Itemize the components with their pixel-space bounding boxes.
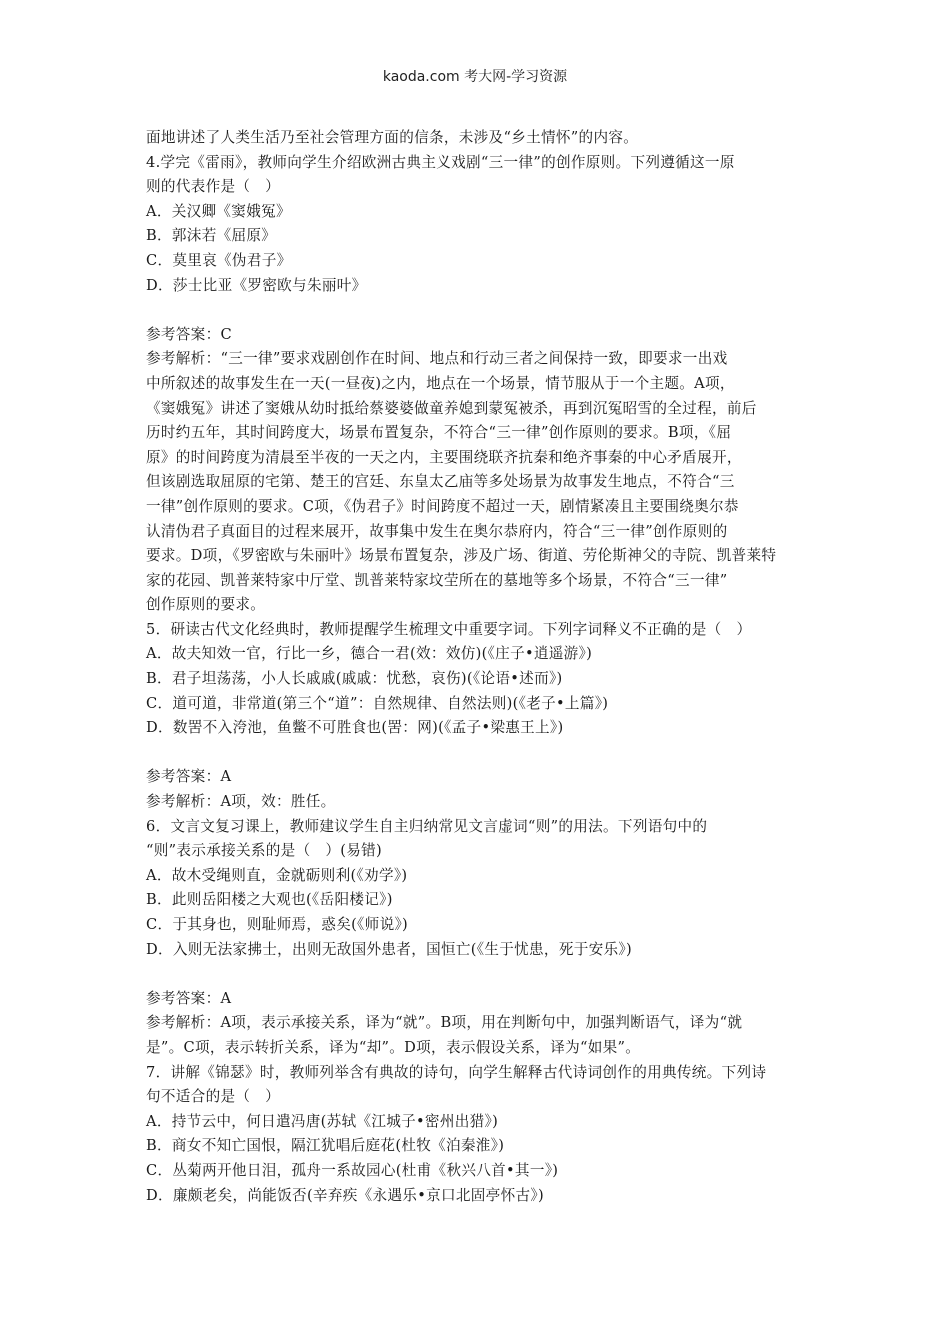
option-d: D．廉颇老矣，尚能饭否(辛弃疾《永遇乐•京口北固亭怀古》) [146,1186,544,1204]
question-stem-line: 则的代表作是（ ） [146,178,281,196]
analysis-line: 创作原则的要求。 [146,596,266,614]
question-stem-line: 6．文言文复习课上，教师建议学生自主归纳常见文言虚词“则”的用法。下列语句中的 [146,817,708,835]
option-c: C．于其身也，则耻师焉，惑矣(《师说》) [146,916,409,933]
analysis-line: 历时约五年，其时间跨度大，场景布置复杂，不符合“三一律”创作原则的要求。B项，《屈 [146,424,732,442]
option-a: A．故木受绳则直，金就砺则利(《劝学》) [146,866,408,884]
option-b: B．郭沫若《屈原》 [146,227,277,245]
analysis-line: 是”。C项，表示转折关系，译为“却”。D项，表示假设关系，译为“如果”。 [146,1038,641,1056]
spacer [146,741,814,766]
option-c: C．莫里哀《伪君子》 [146,251,292,269]
option-a: A．故夫知效一官，行比一乡，德合一君(效：效仿)(《庄子•逍遥游》) [146,645,593,663]
option-a: A．关汉卿《窦娥冤》 [146,202,291,220]
analysis-line: 参考解析：A项，效：胜任。 [146,793,336,811]
question-7 [146,1061,814,1209]
answer-line: 参考答案：C [146,325,232,343]
question-stem-line: “则”表示承接关系的是（ ）(易错) [146,842,383,860]
option-d: D．入则无法家拂士，出则无敌国外患者，国恒亡(《生于忧患，死于安乐》) [146,940,632,958]
question-6 [146,815,814,1061]
analysis-line: 认清伪君子真面目的过程来展开，故事集中发生在奥尔恭府内，符合“三一律”创作原则的 [146,522,728,540]
option-d: D．数罟不入洿池，鱼鳖不可胜食也(罟：网)(《孟子•梁惠王上》) [146,719,564,737]
question-stem-line: 句不适合的是（ ） [146,1088,281,1106]
answer-line: 参考答案：A [146,768,232,786]
analysis-line: 要求。D项，《罗密欧与朱丽叶》场景布置复杂，涉及广场、街道、劳伦斯神父的寺院、凯普莱特 [146,547,777,565]
option-b: B．此则岳阳楼之大观也(《岳阳楼记》) [146,891,393,909]
option-b: B．商女不知亡国恨，隔江犹唱后庭花(杜牧《泊秦淮》) [146,1137,505,1155]
question-stem-line: 4.学完《雷雨》，教师向学生介绍欧洲古典主义戏剧“三一律”的创作原则。下列遵循这一原 [146,153,735,171]
option-c: C．道可道，非常道(第三个“道”：自然规律、自然法则)(《老子•上篇》) [146,694,609,712]
page-header: kaoda.com 考大网-学习资源 [382,69,568,85]
analysis-line: 一律”创作原则的要求。C项，《伪君子》时间跨度不超过一天，剧情紧凑且主要围绕奥尔恭 [146,497,739,515]
analysis-line: 家的花园、凯普莱特家中厅堂、凯普莱特家坟茔所在的墓地等多个场景，不符合“三一律” [146,571,728,589]
question-stem-line: 5．研读古代文化经典时，教师提醒学生梳理文中重要字词。下列字词释义不正确的是（ ） [146,620,752,638]
intro-tail-line: 面地讲述了人类生活乃至社会管理方面的信条，未涉及“乡土情怀”的内容。 [146,129,639,146]
spacer [146,298,814,323]
question-stem-line: 7．讲解《锦瑟》时，教师列举含有典故的诗句，向学生解释古代诗词创作的用典传统。下列诗 [146,1063,767,1081]
analysis-line: 参考解析：A项，表示承接关系，译为“就”。B项，用在判断句中，加强判断语气，译为“就 [146,1014,743,1032]
option-a: A．持节云中，何日遣冯唐(苏轼《江城子•密州出猎》) [146,1112,499,1130]
question-4 [146,151,814,618]
analysis-line: 参考解析：“三一律”要求戏剧创作在时间、地点和行动三者之间保持一致，即要求一出戏 [146,350,728,368]
option-d: D．莎士比亚《罗密欧与朱丽叶》 [146,276,367,294]
analysis-line: 《窦娥冤》讲述了窦娥从幼时抵给蔡婆婆做童养媳到蒙冤被杀，再到沉冤昭雪的全过程，前后 [146,399,757,417]
analysis-line: 原》的时间跨度为清晨至半夜的一天之内，主要围绕联齐抗秦和绝齐事秦的中心矛盾展开， [146,448,742,466]
analysis-line: 中所叙述的故事发生在一天(一昼夜)之内，地点在一个场景，情节服从于一个主题。A项， [146,374,735,392]
answer-line: 参考答案：A [146,989,232,1007]
option-c: C．丛菊两开他日泪，孤舟一系故园心(杜甫《秋兴八首•其一》) [146,1161,559,1179]
spacer [146,962,814,987]
question-5 [146,618,814,815]
option-b: B．君子坦荡荡，小人长戚戚(戚戚：忧愁，哀伤)(《论语•述而》) [146,670,563,688]
document-body [146,126,814,1208]
analysis-line: 但该剧选取屈原的宅第、楚王的宫廷、东皇太乙庙等多处场景为故事发生地点，不符合“三 [146,473,735,491]
